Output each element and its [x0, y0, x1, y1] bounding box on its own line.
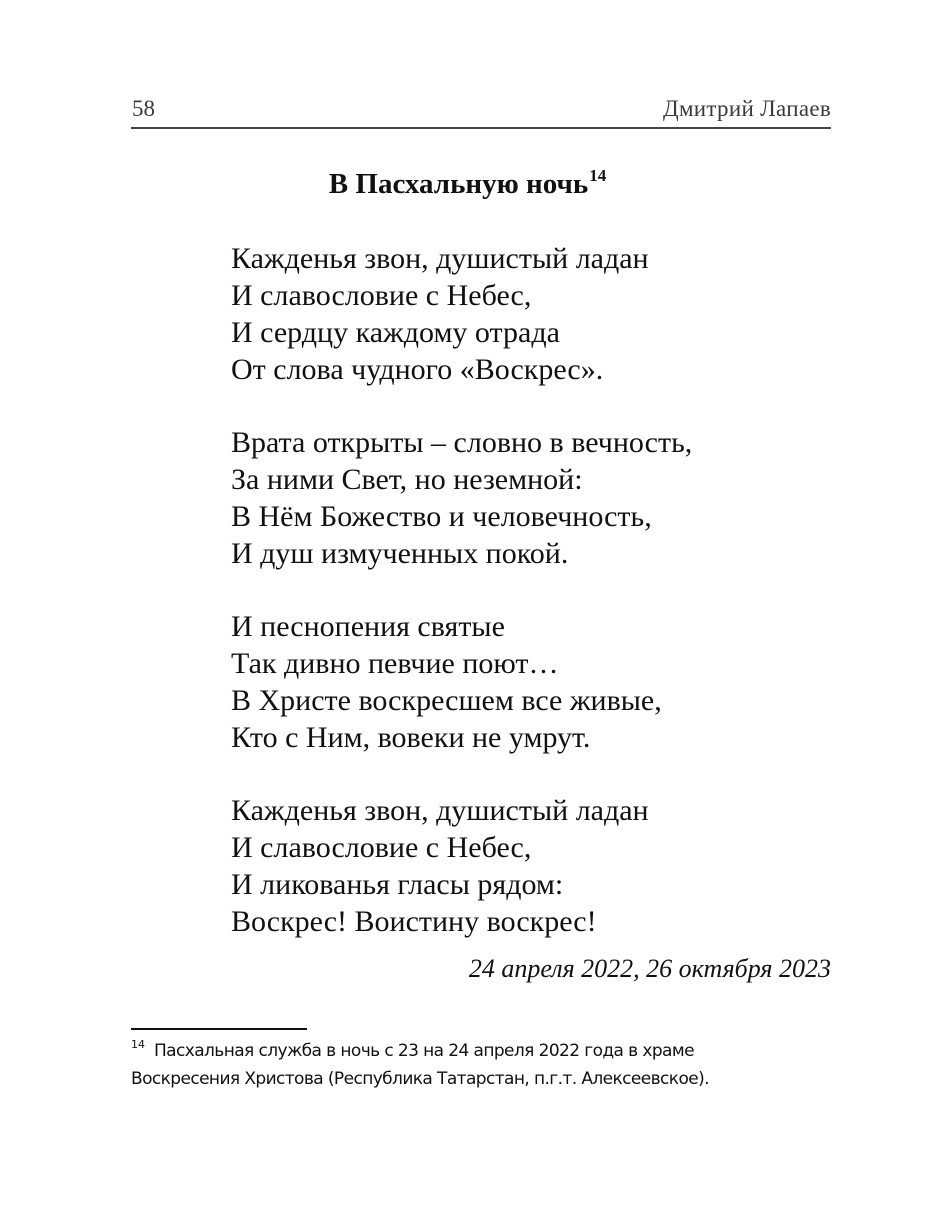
poem-title-text: В Пасхальную ночь	[328, 168, 589, 200]
footnote-line	[131, 1038, 831, 1066]
verse-line: В Христе воскресшем все живые,	[231, 684, 662, 717]
footnote-text: Пасхальная служба в ночь с 23 на 24 апреля 2022 года в храме	[154, 1041, 694, 1061]
verse-line: Врата открыты – словно в вечность,	[231, 426, 693, 459]
verse-line: Так дивно певчие поют…	[231, 647, 559, 680]
verse-line: И песнопения святые	[231, 610, 505, 643]
verse-line: И душ измученных покой.	[231, 537, 569, 570]
verse-line: В Нём Божество и человечность,	[231, 500, 652, 533]
footnote-mark: 14	[131, 1038, 145, 1051]
verse-line: От слова чудного «Воскрес».	[231, 353, 604, 386]
poem-title	[0, 166, 935, 206]
running-head-author: Дмитрий Лапаев	[662, 96, 831, 121]
stanza-2	[231, 424, 692, 572]
verse-line: И славословие с Небес,	[231, 279, 532, 312]
verse-line: Воскрес! Воистину воскрес!	[231, 905, 597, 938]
verse-line: За ними Свет, но неземной:	[231, 463, 583, 496]
footnote-14	[131, 1038, 831, 1092]
stanza-1	[231, 240, 649, 388]
verse-line: Кажденья звон, душистый ладан	[231, 794, 649, 827]
verse-line: И ликованья гласы рядом:	[231, 868, 564, 901]
verse-line: Кажденья звон, душистый ладан	[231, 242, 649, 275]
stanza-4	[231, 792, 649, 940]
verse-line: Кто с Ним, вовеки не умрут.	[231, 721, 591, 754]
header-rule	[131, 127, 831, 129]
page-number: 58	[132, 96, 155, 121]
verse-line: И славословие с Небес,	[231, 831, 532, 864]
page-header	[131, 94, 831, 126]
footnote-reference[interactable]: 14	[589, 166, 607, 185]
footnote-line: Воскресения Христова (Республика Татарстан, п.г.т. Алексеевское).	[131, 1069, 709, 1089]
poem-dateline: 24 апреля 2022, 26 октября 2023	[468, 954, 831, 983]
verse-line: И сердцу каждому отрада	[231, 316, 560, 349]
stanza-3	[231, 608, 662, 756]
footnote-separator	[131, 1028, 307, 1030]
